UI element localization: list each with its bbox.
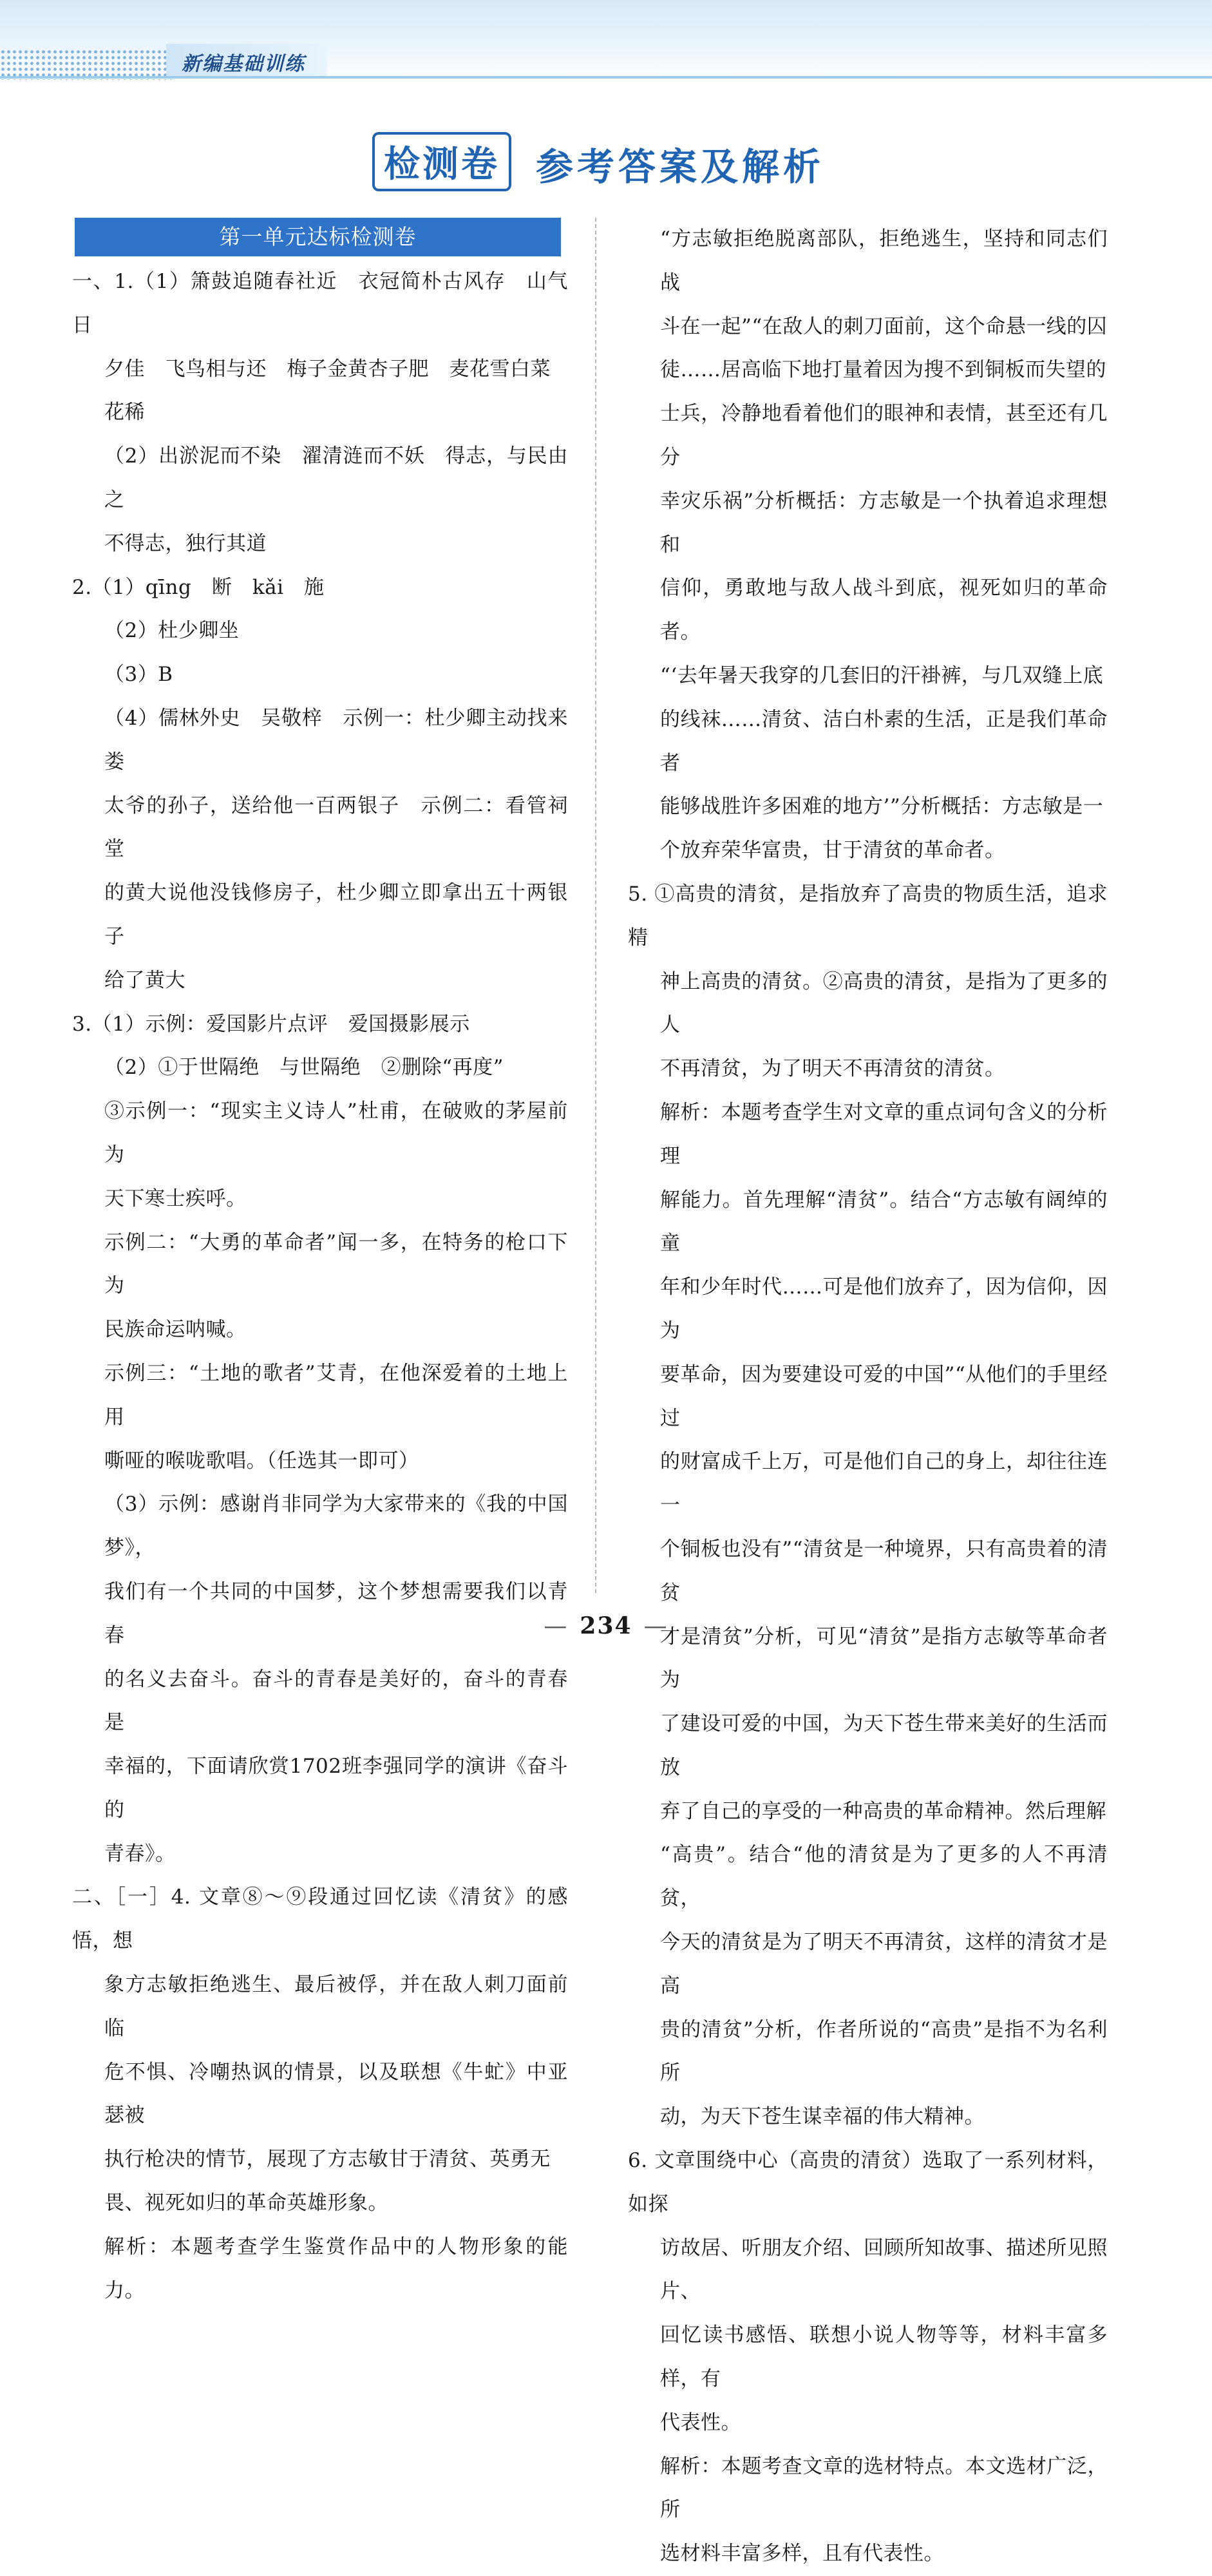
text-line: 民族命运呐喊。 [104,1318,247,1342]
text-line: 个铜板也没有”“清贫是一种境界，只有高贵着的清贫 [660,1537,1108,1605]
column-divider [595,218,596,1593]
text-line: 信仰，勇敢地与敌人战斗到底，视死如归的革命者。 [660,577,1108,644]
text-line: 了建设可爱的中国，为天下苍生带来美好的生活而放 [660,1712,1108,1779]
text-line: 不再清贫，为了明天不再清贫的清贫。 [660,1057,1005,1081]
text-line: 神上高贵的清贫。②高贵的清贫，是指为了更多的人 [660,969,1108,1037]
text-line: 访故居、听朋友介绍、回顾所知故事、描述所见照片、 [660,2236,1108,2304]
text-line: 动，为天下苍生谋幸福的伟大精神。 [660,2105,985,2129]
text-line: 解能力。首先理解“清贫”。结合“方志敏有阔绰的童 [660,1188,1108,1255]
text-line: 3.（1）示例：爱国影片点评 爱国摄影展示 [72,1012,470,1036]
text-line: 年和少年时代……可是他们放弃了，因为信仰，因为 [660,1275,1108,1342]
page-number-dash-right: — [643,1613,668,1639]
text-line: 回忆读书感悟、联想小说人物等等，材料丰富多样，有 [660,2323,1108,2391]
text-line: 青春》。 [104,1842,176,1865]
text-line: 嘶哑的喉咙歌唱。（任选其一即可） [104,1449,419,1473]
text-line: 给了黄大 [104,968,185,992]
text-line: （2）杜少卿坐 [104,619,240,643]
series-title: 新编基础训练 [182,53,305,75]
text-line: 示例三：“土地的歌者”艾青，在他深爱着的土地上用 [104,1361,568,1429]
page-title: 参考答案及解析 [536,145,825,189]
text-line: 幸灾乐祸”分析概括：方志敏是一个执着追求理想和 [660,489,1108,557]
text-line: 花稀 [104,401,145,425]
text-line: 斗在一起”“在敌人的刺刀面前，这个命悬一线的囚 [660,314,1108,338]
text-line: 不得志，独行其道 [104,531,267,555]
analysis-line: 解析：本题考查学生鉴赏作品中的人物形象的能力。 [104,2235,568,2302]
text-line: 象方志敏拒绝逃生、最后被俘，并在敌人刺刀面前临 [104,1973,568,2040]
text-line: 个放弃荣华富贵，甘于清贫的革命者。 [660,839,1005,863]
text-line: 的名义去奋斗。奋斗的青春是美好的，奋斗的青春是 [104,1667,568,1735]
text-line: 的线袜……清贫、洁白朴素的生活，正是我们革命者 [660,707,1108,775]
text-line: 能够战胜许多困难的地方’”分析概括：方志敏是一 [660,795,1104,819]
text-line: 幸福的，下面请欣赏1702班李强同学的演讲《奋斗的 [104,1755,568,1822]
section-heading: 第一单元达标检测卷 [75,218,561,256]
right-column [628,218,1108,2576]
text-line: 今天的清贫是为了明天不再清贫，这样的清贫才是高 [660,1931,1108,1998]
analysis-line: 解析：本题考查学生对文章的重点词句含义的分析理 [660,1100,1108,1168]
text-line: 我们有一个共同的中国梦，这个梦想需要我们以青春 [104,1579,568,1647]
page-number-value: 234 [580,1612,632,1639]
text-line: 一、1.（1）箫鼓追随春社近 衣冠简朴古风存 山气日 [72,270,568,337]
text-line: 士兵，冷静地看着他们的眼神和表情，甚至还有几分 [660,402,1108,469]
text-line: “‘去年暑天我穿的几套旧的汗褂裤，与几双缝上底 [660,663,1104,687]
text-line: 6. 文章围绕中心（高贵的清贫）选取了一系列材料，如探 [628,2149,1108,2216]
text-line: 二、［一］4. 文章⑧～⑨段通过回忆读《清贫》的感悟，想 [72,1885,568,1953]
header-rule [0,76,1212,79]
text-line: 弃了自己的享受的一种高贵的革命精神。然后理解 [660,1799,1106,1823]
text-line: 5. ①高贵的清贫，是指放弃了高贵的物质生活，追求精 [628,882,1108,949]
text-line: 徒……居高临下地打量着因为搜不到铜板而失望的 [660,358,1106,382]
text-line: 贵的清贫”分析，作者所说的“高贵”是指不为名利所 [660,2018,1108,2085]
text-line: 2.（1）qīng 断 kǎi 施 [72,575,325,599]
text-line: 选材料丰富多样，且有代表性。 [660,2542,944,2566]
text-line: 夕佳 飞鸟相与还 梅子金黄杏子肥 麦花雪白菜 [104,357,551,381]
text-line: 的黄大说他没钱修房子，杜少卿立即拿出五十两银子 [104,881,568,948]
text-line: （4）儒林外史 吴敬梓 示例一：杜少卿主动找来娄 [104,706,568,774]
page-number-dash-left: — [544,1613,569,1639]
text-line: 的财富成千上万，可是他们自己的身上，却往往连一 [660,1450,1108,1518]
text-line: （3）示例：感谢肖非同学为大家带来的《我的中国梦》， [104,1493,568,1560]
text-line: （2）①于世隔绝 与世隔绝 ②删除“再度” [104,1056,504,1080]
text-line: “方志敏拒绝脱离部队，拒绝逃生，坚持和同志们战 [660,227,1108,294]
title-box: 检测卷 [372,132,511,191]
page-number [0,1612,1212,1639]
text-line: （2）出淤泥而不染 濯清涟而不妖 得志，与民由之 [104,444,568,511]
header-dot-pattern [0,49,174,80]
text-line: 要革命，因为要建设可爱的中国”“从他们的手里经过 [660,1362,1108,1430]
left-column [72,218,568,2313]
text-line: 危不惧、冷嘲热讽的情景，以及联想《牛虻》中亚瑟被 [104,2060,568,2128]
text-line: 太爷的孙子，送给他一百两银子 示例二：看管祠堂 [104,794,568,861]
text-line: 畏、视死如归的革命英雄形象。 [104,2191,388,2215]
text-line: 示例二：“大勇的革命者”闻一多，在特务的枪口下为 [104,1230,568,1298]
text-line: ③示例一：“现实主义诗人”杜甫，在破败的茅屋前为 [104,1100,568,1167]
text-line: 执行枪决的情节，展现了方志敏甘于清贫、英勇无 [104,2148,551,2171]
text-line: 代表性。 [660,2410,741,2434]
text-line: “高贵”。结合“他的清贫是为了更多的人不再清贫， [660,1843,1108,1911]
text-line: 天下寒士疾呼。 [104,1187,247,1210]
text-line: 才是清贫”分析，可见“清贫”是指方志敏等革命者为 [660,1625,1108,1692]
text-line: （3）B [104,663,173,687]
analysis-line: 解析：本题考查文章的选材特点。本文选材广泛，所 [660,2454,1108,2522]
